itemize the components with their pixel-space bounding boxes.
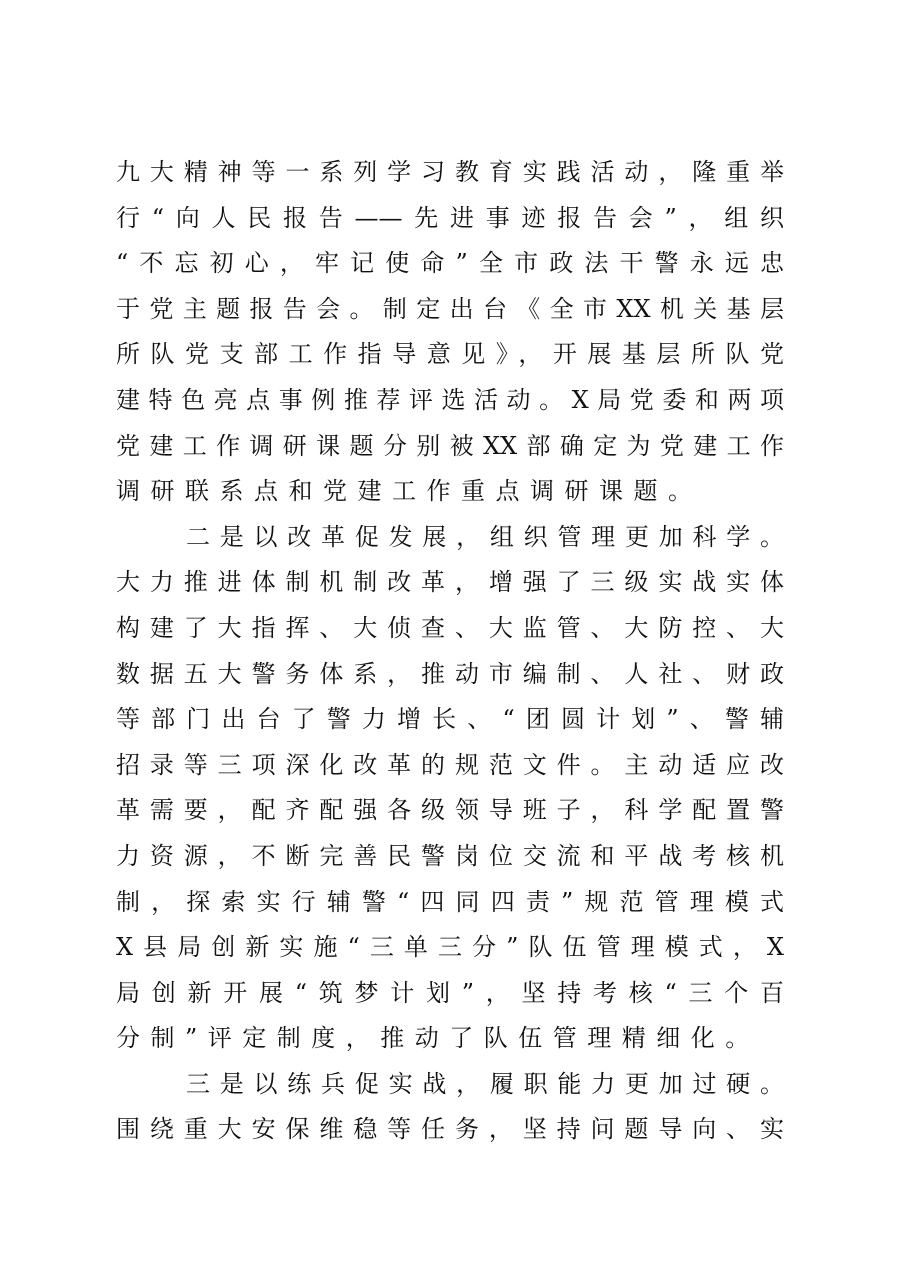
section-heading-line: 三是以练兵促实战，履职能力更加过硬。: [186, 1069, 784, 1098]
text-line: 数据五大警务体系，推动市编制、人社、财政: [116, 659, 784, 688]
text-line: 建特色亮点事例推荐评选活动。X局党委和两项: [116, 385, 784, 414]
text-line: 制，探索实行辅警“四同四责”规范管理模式: [116, 887, 784, 916]
text-line: 九大精神等一系列学习教育实践活动，隆重举: [116, 158, 784, 186]
text-line: 调研联系点和党建工作重点调研课题。: [116, 477, 703, 506]
text-line: 围绕重大安保维稳等任务，坚持问题导向、实: [116, 1115, 784, 1144]
text-line: 力资源，不断完善民警岗位交流和平战考核机: [116, 841, 784, 870]
body-text: [116, 150, 784, 1153]
text-line: 等部门出台了警力增长、“团圆计划”、警辅: [116, 705, 784, 734]
text-line: 招录等三项深化改革的规范文件。主动适应改: [116, 750, 784, 779]
text-line: 分制”评定制度，推动了队伍管理精细化。: [116, 1024, 760, 1053]
text-line: 革需要，配齐配强各级领导班子，科学配置警: [116, 796, 784, 825]
text-line: 大力推进体制机制改革，增强了三级实战实体: [116, 568, 784, 597]
text-line: 行“向人民报告——先进事迹报告会”，组织: [116, 203, 784, 232]
text-line: 于党主题报告会。制定出台《全市XX机关基层: [116, 294, 784, 323]
text-line: X县局创新实施“三单三分”队伍管理模式，X: [116, 933, 784, 962]
text-line: 党建工作调研课题分别被XX部确定为党建工作: [116, 431, 784, 460]
text-line: 构建了大指挥、大侦查、大监管、大防控、大: [116, 613, 784, 642]
text-line: “不忘初心，牢记使命”全市政法干警永远忠: [116, 249, 784, 278]
text-line: 所队党支部工作指导意见》，开展基层所队党: [116, 340, 784, 369]
section-heading-line: 二是以改革促发展，组织管理更加科学。: [186, 522, 784, 551]
text-line: 局创新开展“筑梦计划”，坚持考核“三个百: [116, 978, 784, 1007]
